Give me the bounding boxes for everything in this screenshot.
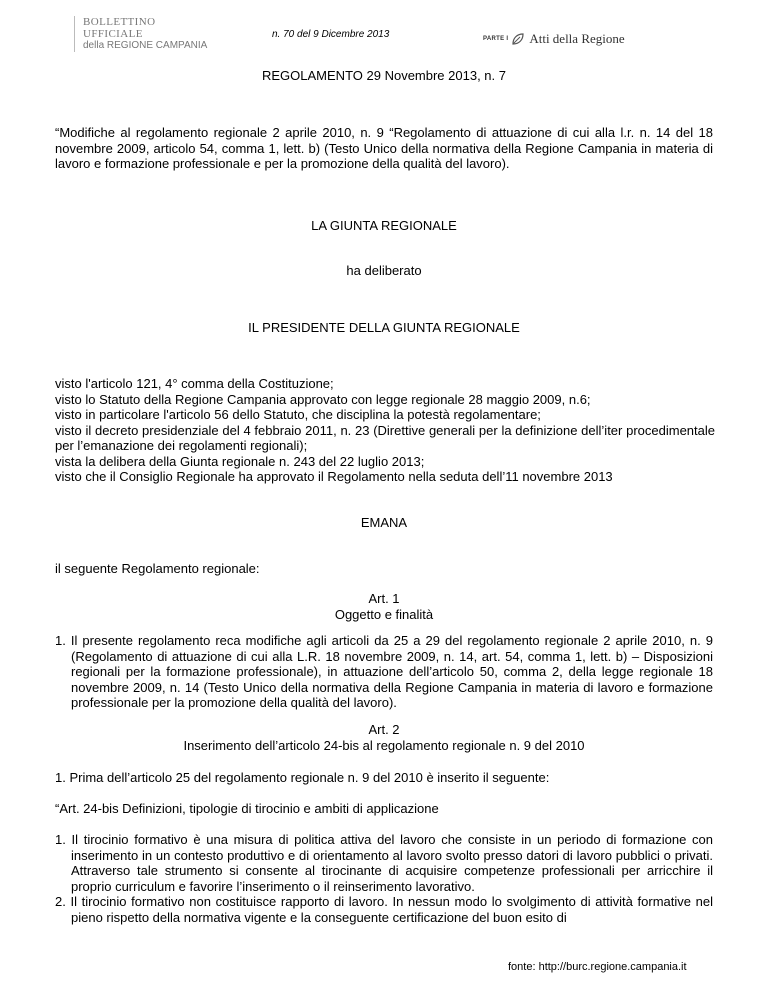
article-24bis-paragraph-1: 1. Il tirocinio formativo è una misura di politica attiva del lavoro che consiste in un periodo di formazione con inserimento in un contesto produttivo e di orientamento al lavoro svolto presso datori di lavoro pubblici o privati. Attraverso tale strumento si consente al tirocinante di acquisire competenze professionali per arricchire il proprio curriculum e favorire l’inserimento o il reinserimento lavorativo. (55, 832, 713, 894)
article-1-title: Oggetto e finalità (334, 607, 434, 622)
bulletin-logo (74, 16, 213, 52)
article-24bis-title: “Art. 24-bis Definizioni, tipologie di tirocinio e ambiti di applicazione (55, 801, 439, 816)
article-24bis-body (55, 832, 713, 925)
article-1-number: Art. 1 (368, 591, 400, 606)
visto-item: visto lo Statuto della Regione Campania approvato con legge regionale 28 maggio 2009, n.6; (55, 391, 591, 407)
article-24bis-paragraph-2: 2. Il tirocinio formativo non costituisce rapporto di lavoro. In nessun modo lo svolgimento di attività formative nel pieno rispetto della normativa vigente e la conseguente certificazione del buon esito di (55, 894, 713, 925)
visto-item: visto in particolare l'articolo 56 dello Statuto, che disciplina la potestà regolamentare; (55, 407, 541, 422)
part-heading (483, 31, 625, 47)
visto-item: visto che il Consiglio Regionale ha approvato il Regolamento nella seduta dell’11 novembre 2013 (55, 469, 613, 484)
article-2-number: Art. 2 (368, 722, 400, 737)
article-1-paragraph: 1. Il presente regolamento reca modifiche agli articoli da 25 a 29 del regolamento regionale 2 aprile 2010, n. 9 (Regolamento di attuazione di cui alla L.R. 18 novembre 2009, n. 14, art. 54, comma 1, lett. b) – Disposizioni regionali per la formazione professionale), in attuazione dell’articolo 50, comma 2, della legge regionale 18 novembre 2009, n. 14 (Testo Unico della normativa della Regione Campania in materia di lavoro e formazione professionale per la promozione della qualità del lavoro). (55, 633, 713, 710)
visto-item: vista la delibera della Giunta regionale n. 243 del 22 luglio 2013; (55, 453, 425, 469)
article-2-paragraph: 1. Prima dell’articolo 25 del regolamento regionale n. 9 del 2010 è inserito il seguente: (55, 770, 550, 785)
seguente-text: il seguente Regolamento regionale: (55, 561, 260, 576)
article-2-title: Inserimento dell’articolo 24-bis al regolamento regionale n. 9 del 2010 (183, 738, 585, 753)
regulation-subject: “Modifiche al regolamento regionale 2 aprile 2010, n. 9 “Regolamento di attuazione di cui alla l.r. n. 14 del 18 novembre 2009, articolo 54, comma 1, lett. b) (Testo Unico della normativa della Regione Campania in materia di lavoro e formazione professionale e per la promozione della qualità del lavoro). (55, 125, 713, 171)
visto-list (55, 376, 715, 485)
issue-number: n. 70 del 9 Dicembre 2013 (272, 29, 390, 40)
visto-item: visto il decreto presidenziale del 4 febbraio 2011, n. 23 (Direttive generali per la definizione dell’iter procedimentale per l’emanazione dei regolamenti regionali); (55, 422, 715, 453)
regulation-title: REGOLAMENTO 29 Novembre 2013, n. 7 (262, 68, 506, 83)
logo-line2: della REGIONE CAMPANIA (83, 40, 208, 51)
emana-heading: EMANA (360, 515, 408, 530)
logo-line1: BOLLETTINO UFFICIALE (83, 16, 156, 40)
deliberato-text: ha deliberato (346, 263, 422, 278)
part-title: Atti della Regione (529, 31, 625, 46)
visto-item: visto l'articolo 121, 4° comma della Costituzione; (55, 376, 334, 391)
article-1-body (55, 633, 713, 711)
part-label: PARTE I (483, 36, 509, 42)
presidente-heading: IL PRESIDENTE DELLA GIUNTA REGIONALE (248, 320, 520, 335)
source-footer: fonte: http://burc.regione.campania.it (508, 961, 687, 973)
region-emblem-icon (511, 32, 525, 46)
giunta-heading: LA GIUNTA REGIONALE (311, 218, 457, 233)
